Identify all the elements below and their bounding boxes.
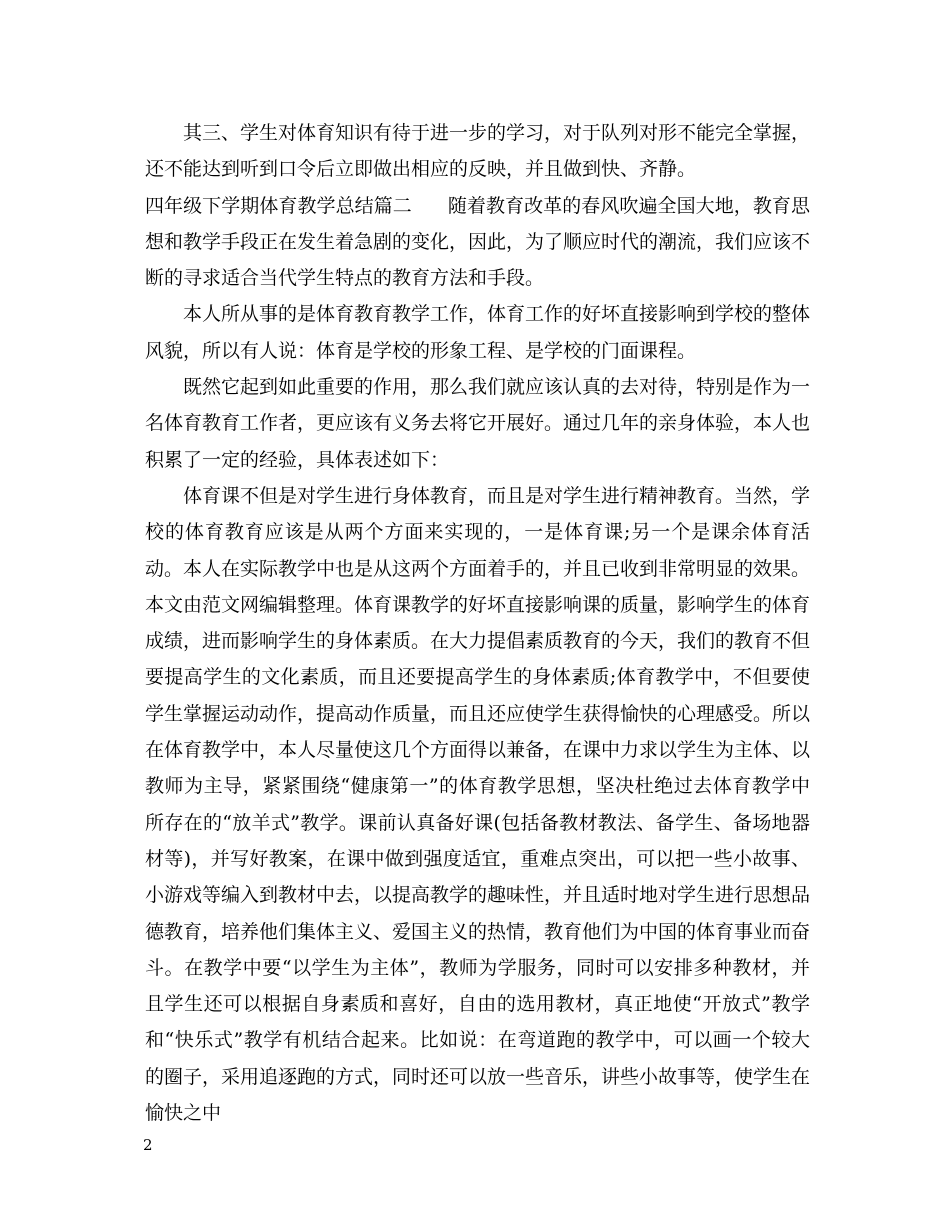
paragraph-1: 其三、学生对体育知识有待于进一步的学习，对于队列对形不能完全掌握，还不能达到听到口令后立即做出相应的反映，并且做到快、齐静。 <box>145 122 811 181</box>
page-number: 2 <box>143 1136 153 1154</box>
paragraph-2-text: 随着教育改革的春风吹遍全国大地，教育思想和教学手段正在发生着急剧的变化，因此，为了顺应时代的潮流，我们应该不断的寻求适合当代学生特点的教育方法和手段。 <box>145 194 811 290</box>
paragraph-4: 既然它起到如此重要的作用，那么我们就应该认真的去对待，特别是作为一名体育教育工作者，更应该有义务去将它开展好。通过几年的亲身体验，本人也积累了一定的经验，具体表述如下： <box>145 376 811 471</box>
paragraph-2 <box>145 188 810 297</box>
document-body <box>145 115 810 1131</box>
paragraph-5: 体育课不但是对学生进行身体教育，而且是对学生进行精神教育。当然，学校的体育教育应该是从两个方面来实现的，一是体育课;另一个是课余体育活动。本人在实际教学中也是从这两个方面着手的，并且已收到非常明显的效果。本文由范文网编辑整理。体育课教学的好坏直接影响课的质量，影响学生的体育成绩，进而影响学生的身体素质。在大力提倡素质教育的今天，我们的教育不但要提高学生的文化素质，而且还要提高学生的身体素质;体育教学中，不但要使学生掌握运动动作，提高动作质量，而且还应使学生获得愉快的心理感受。所以在体育教学中，本人尽量使这几个方面得以兼备，在课中力求以学生为主体、以教师为主导，紧紧围绕“健康第一”的体育教学思想，坚决杜绝过去体育教学中所存在的“放羊式”教学。课前认真备好课(包括备教材教法、备学生、备场地器材等)，并写好教案，在课中做到强度适宜，重难点突出，可以把一些小故事、小游戏等编入到教材中去，以提高教学的趣味性，并且适时地对学生进行思想品德教育，培养他们集体主义、爱国主义的热情，教育他们为中国的体育事业而奋斗。在教学中要“以学生为主体”，教师为学服务，同时可以安排多种教材，并且学生还可以根据自身素质和喜好，自由的选用教材，真正地使“开放式”教学和“快乐式”教学有机结合起来。比如说：在弯道跑的教学中，可以画一个较大的圈子，采用追逐跑的方式，同时还可以放一些音乐，讲些小故事等，使学生在愉快之中 <box>145 484 811 1125</box>
section-heading: 四年级下学期体育教学总结篇二 <box>145 194 412 217</box>
paragraph-3: 本人所从事的是体育教育教学工作，体育工作的好坏直接影响到学校的整体风貌，所以有人说：体育是学校的形象工程、是学校的门面课程。 <box>145 303 811 362</box>
